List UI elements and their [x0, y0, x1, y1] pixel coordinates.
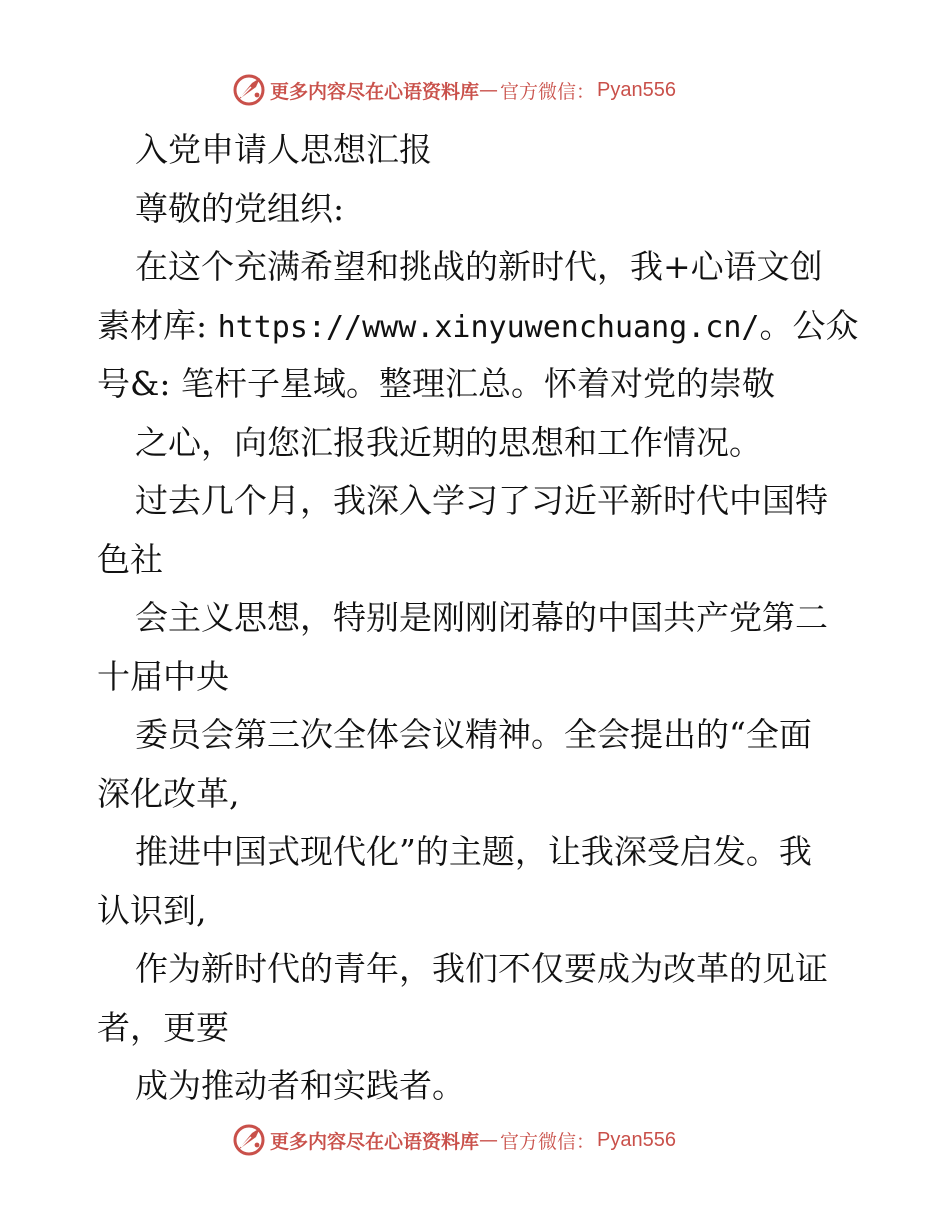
- paragraph-line: 者，更要: [97, 1007, 229, 1047]
- banner-wechat-id: Pyan556: [597, 78, 676, 101]
- paragraph-line: 十届中央: [97, 656, 229, 696]
- text-segment: 素材库:: [97, 305, 218, 345]
- paragraph-line: 号&: 笔杆子星域。整理汇总。怀着对党的崇敬: [97, 364, 775, 403]
- banner-wechat-label: 官方微信：: [500, 1130, 596, 1153]
- salutation: 尊敬的党组织:: [135, 188, 345, 228]
- quill-logo-icon: [232, 73, 266, 107]
- paragraph-line: [97, 302, 857, 349]
- paragraph-line: 委员会第三次全体会议精神。全会提出的“全面: [135, 715, 812, 754]
- banner-separator: —: [479, 79, 499, 101]
- paragraph-line: 色社: [97, 539, 163, 579]
- paragraph-line: 推进中国式现代化”的主题，让我深受启发。我: [135, 832, 812, 871]
- paragraph-line: 成为推动者和实践者。: [135, 1066, 465, 1105]
- banner-text: 更多内容尽在心语资料库: [270, 80, 480, 103]
- banner-wechat-id: Pyan556: [597, 1128, 676, 1151]
- banner-text: 更多内容尽在心语资料库: [270, 1130, 480, 1153]
- text-segment: 。公众: [759, 305, 859, 345]
- document-title: 入党申请人思想汇报: [135, 130, 432, 169]
- banner-separator: —: [479, 1129, 499, 1151]
- header-banner: [232, 73, 676, 107]
- paragraph-line: 过去几个月，我深入学习了习近平新时代中国特: [135, 481, 828, 520]
- quill-logo-icon: [232, 1123, 266, 1157]
- paragraph-line: 作为新时代的青年，我们不仅要成为改革的见证: [135, 949, 828, 988]
- paragraph-line: 深化改革,: [97, 773, 240, 813]
- footer-banner: [232, 1123, 676, 1157]
- document-body: [97, 126, 857, 1121]
- paragraph-line: 在这个充满希望和挑战的新时代，我+心语文创: [135, 247, 823, 286]
- paragraph-line: 认识到,: [97, 890, 207, 930]
- paragraph-line: 会主义思想，特别是刚刚闭幕的中国共产党第二: [135, 598, 828, 637]
- paragraph-line: 之心，向您汇报我近期的思想和工作情况。: [135, 422, 762, 462]
- source-url: https://www.xinyuwenchuang.cn/: [217, 309, 760, 345]
- banner-wechat-label: 官方微信：: [500, 80, 596, 103]
